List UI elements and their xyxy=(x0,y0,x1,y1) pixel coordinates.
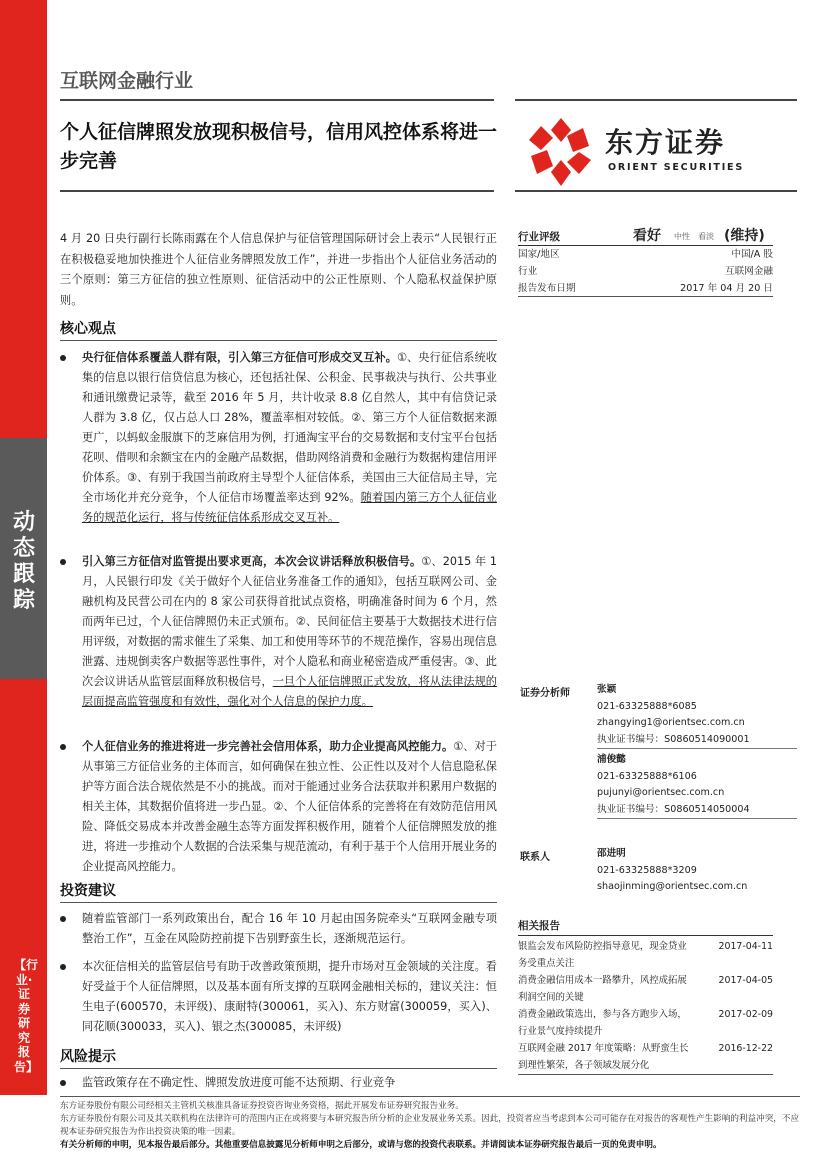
logo-bottom-rule xyxy=(515,190,797,192)
bullet-underline: 随着国内第三方个人征信业务的规范化运行，将与传统征信体系形成交叉互补。 xyxy=(82,491,497,524)
risk-heading: 风险提示 xyxy=(60,1049,116,1065)
intro-paragraph: 4 月 20 日央行副行长陈雨露在个人信息保护与征信管理国际研讨会上表示“人民银行正在积极稳妥地加快推进个人征信业务牌照发放工作”，并进一步指出个人征信业务活动的三个原则：第三方征信的独立性原则、征信活动中的公正性原则、个人隐私权益保护原则。 xyxy=(60,232,497,307)
related-date: 2016-12-22 xyxy=(718,1043,773,1054)
bullet-body: 本次征信相关的监管层信号有助于改善政策预期，提升市场对互金领域的关注度。看好受益于个人征信牌照，以及基本面有所支撑的互联网金融相关标的，建议关注：恒生电子(600570，未评级)、康耐特(300061，买入)、东方财富(300059，买入)、同花顺(300033，买入)、银之杰(300085，未评级) xyxy=(82,960,497,1033)
related-item[interactable] xyxy=(518,1007,773,1041)
related-date: 2017-04-11 xyxy=(718,941,773,952)
contact-label: 联系人 xyxy=(520,852,550,863)
sidebar-title: 动态跟踪 xyxy=(12,510,35,613)
risk-bullet-1 xyxy=(82,1073,497,1093)
related-date: 2017-04-05 xyxy=(718,975,773,986)
analyst-1 xyxy=(597,682,797,749)
contact-phone: 021-63325888*3209 xyxy=(597,864,697,876)
analyst-cert: 执业证书编号：S0860514090001 xyxy=(597,732,797,750)
report-title: 个人征信牌照发放现积极信号，信用风控体系将进一步完善 xyxy=(60,121,498,172)
related-item[interactable] xyxy=(518,939,773,973)
analyst-phone: 021-63325888*6106 xyxy=(597,770,697,782)
bullet-lead: 个人征信业务的推进将进一步完善社会信用体系，助力企业提高风控能力。 xyxy=(82,740,454,753)
contact-info xyxy=(597,846,797,896)
bullet-body: 监管政策存在不确定性、牌照发放进度可能不达预期、行业竞争 xyxy=(82,1076,396,1089)
footer-rule xyxy=(60,1096,800,1097)
bullet-dot-icon xyxy=(60,916,66,922)
analyst-name: 浦俊懿 xyxy=(597,754,626,765)
bullet-lead: 引入第三方征信对监管提出要求更高，本次会议讲话释放积极信号。 xyxy=(82,555,422,568)
bullet-dot-icon xyxy=(60,964,66,970)
rating-row xyxy=(518,263,773,280)
title-bottom-rule xyxy=(60,190,494,192)
logo-chinese-name: 东方证券 xyxy=(605,126,726,159)
core-bullet-3 xyxy=(82,737,497,877)
footer-line-2: 东方证券股份有限公司及其关联机构在法律许可的范围内正在或将要与本研究报告所分析的企业发展业务关系。因此，投资者应当考虑到本公司可能存在对报告的客观性产生影响的利益冲突，不应视本证券研究报告为作出投资决策的唯一因素。 xyxy=(60,1114,800,1137)
rating-status: (维持) xyxy=(724,228,765,244)
related-title: 消费金融信用成本一路攀升，风控成拓展 xyxy=(518,975,687,986)
footer-line-1: 东方证券股份有限公司经相关主管机关核准具备证券投资咨询业务资格，据此开展发布证券研究报告业务。 xyxy=(60,1101,464,1111)
related-title-cont: 利润空间的关键 xyxy=(518,991,584,1003)
logo-top-rule xyxy=(515,99,797,101)
contact-email[interactable]: shaojinming@orientsec.com.cn xyxy=(597,881,748,893)
rating-row xyxy=(518,280,773,297)
bullet-body: ①、央行征信系统收集的信息以银行信贷信息为核心，还包括社保、公积金、民事裁决与执行、公共事业和通讯缴费记录等，截至 2016 年 5 月，共计收录 8.8 亿自然人，其中有信贷记录人群为 3.8 亿，仅占总人口 28%，覆盖率相对较低。②、第三方个人征信数据来源更广，以蚂蚁金服旗下的芝麻信用为例，打通淘宝平台的交易数据和支付宝平台包括花呗、借呗和余额宝在内的金融产品数据，借助网络消费和金融行为数据构建信用评价体系。③、有别于我国当前政府主导型个人征信体系，美国由三大征信局主导，完全市场化并充分竞争，个人征信市场覆盖率达到 92%。 xyxy=(82,351,497,504)
bullet-dot-icon xyxy=(60,559,66,565)
footer-line-3: 有关分析师的申明，见本报告最后部分。其他重要信息披露见分析师申明之后部分，或请与您的投资代表联系。并请阅读本证券研究报告最后一页的免责申明。 xyxy=(60,1140,662,1150)
risk-heading-rule xyxy=(60,1068,497,1069)
related-reports xyxy=(518,918,773,1075)
analyst-email[interactable]: zhangying1@orientsec.com.cn xyxy=(597,717,745,729)
core-bullet-2 xyxy=(82,552,497,712)
logo-english-name: ORIENT SECURITIES xyxy=(608,162,744,173)
title-top-rule xyxy=(60,99,494,101)
analyst-name: 张颖 xyxy=(597,684,617,695)
bullet-dot-icon xyxy=(60,1080,66,1086)
analyst-phone: 021-63325888*6085 xyxy=(597,700,697,712)
analysts-label: 证券分析师 xyxy=(520,688,570,699)
rating-row-key: 报告发布日期 xyxy=(518,283,576,294)
rating-box xyxy=(518,226,773,297)
rating-row-key: 行业 xyxy=(518,266,538,277)
related-item[interactable] xyxy=(518,1041,773,1075)
related-title: 互联网金融 2017 年度策略：从野蛮生长 xyxy=(518,1043,689,1054)
related-title-cont: 行业景气度持续提升 xyxy=(518,1025,603,1037)
rating-row-value: 互联网金融 xyxy=(725,266,773,277)
core-heading-rule xyxy=(60,340,497,341)
analyst-cert: 执业证书编号：S0860514050004 xyxy=(597,802,797,820)
analyst-email[interactable]: pujunyi@orientsec.com.cn xyxy=(597,787,725,799)
contact-name: 邵进明 xyxy=(597,848,626,859)
rating-option-neutral: 中性 xyxy=(674,232,690,241)
bullet-dot-icon xyxy=(60,355,66,361)
rating-row-key: 国家/地区 xyxy=(518,249,560,260)
invest-heading: 投资建议 xyxy=(60,883,116,899)
footer-disclaimer xyxy=(60,1100,800,1152)
related-item[interactable] xyxy=(518,973,773,1007)
invest-bullet-2 xyxy=(82,957,497,1037)
related-heading: 相关报告 xyxy=(518,918,773,936)
industry-label: 互联网金融行业 xyxy=(60,70,194,92)
bullet-body: 随着监管部门一系列政策出台，配合 16 年 10 月起由国务院牵头“互联网金融专项整治工作”，互金在风险防控前提下告别野蛮生长，逐渐规范运行。 xyxy=(82,912,497,945)
related-title: 消费金融政策选出，参与各方跑步入场， xyxy=(518,1009,687,1020)
sidebar-report-type: 【行业·证券研究报告】 xyxy=(14,958,39,1074)
analyst-2 xyxy=(597,752,797,819)
rating-row xyxy=(518,246,773,263)
rating-option-negative: 看淡 xyxy=(698,232,714,241)
orient-securities-logo-icon xyxy=(525,116,597,188)
related-title: 银监会发布风险防控指导意见，现金贷业 xyxy=(518,941,687,952)
related-title-cont: 到理性繁荣，各子领域发展分化 xyxy=(518,1059,650,1071)
bullet-dot-icon xyxy=(60,744,66,750)
rating-value: 看好 xyxy=(633,228,661,244)
rating-row-value: 中国/A 股 xyxy=(731,249,773,260)
bullet-underline: 一旦个人征信牌照正式发放，将从法律法规的层面提高监管强度和有效性，强化对个人信息的保护力度。 xyxy=(82,675,497,708)
core-bullet-1 xyxy=(82,348,497,528)
bullet-body: ①、对于从事第三方征信业务的主体而言，如何确保在独立性、公正性以及对个人信息隐私保护等方面合法合规依然是不小的挑战。而对于能通过业务合法获取并积累用户数据的相关主体，其数据价值将进一步凸显。②、个人征信体系的完善将在有效防范信用风险、降低交易成本并改善金融生态等方面发挥积极作用，随着个人征信牌照发放的推进，将进一步推动个人数据的合法采集与规范流动，有利于基于个人信用开展业务的企业提高风控能力。 xyxy=(82,740,497,873)
bullet-lead: 央行征信体系覆盖人群有限，引入第三方征信可形成交叉互补。 xyxy=(82,351,397,364)
rating-label: 行业评级 xyxy=(518,231,560,243)
rating-row-value: 2017 年 04 月 20 日 xyxy=(680,283,773,294)
core-heading: 核心观点 xyxy=(60,321,116,337)
related-title-cont: 务受重点关注 xyxy=(518,957,575,969)
bullet-body: ①、2015 年 1 月，人民银行印发《关于做好个人征信业务准备工作的通知》，包括互联网公司、金融机构及民营公司在内的 8 家公司获得首批试点资格，明确准备时间为 6 个月，然而两年已过，个人征信牌照仍未正式颁布。②、民间征信主要基于大数据技术进行信用评级，对数据的需求催生了采集、加工和使用等环节的不规范操作，容易出现信息泄露、违规倒卖客户数据等恶性事件，对个人隐私和商业秘密造成严重侵害。③、此次会议讲话从监管层面释放积极信号， xyxy=(82,555,497,688)
invest-heading-rule xyxy=(60,902,497,903)
invest-bullet-1 xyxy=(82,909,497,949)
related-date: 2017-02-09 xyxy=(718,1009,773,1020)
